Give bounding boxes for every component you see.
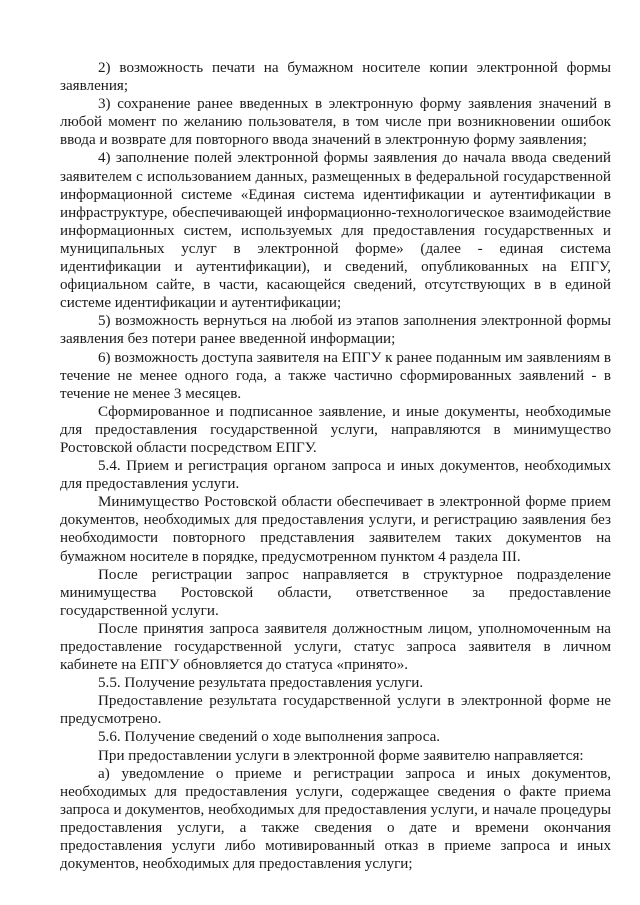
paragraph-result: Предоставление результата государственной услуги в электронной форме не предусмотрено. [60,693,611,728]
paragraph-reception: Минимущество Ростовской области обеспечивает в электронной форме прием документов, необходимых для предоставления услуги, и регистрацию заявления без необходимости повторного представления заявителем таких документов на бумажном носителе в порядке, предусмотренном пунктом 4 раздела III. [60,494,611,565]
section-heading-5-5: 5.5. Получение результата предоставления услуги. [98,675,424,692]
paragraph-item-3: 3) сохранение ранее введенных в электронную форму заявления значений в любой момент по желанию пользователя, в том числе при возникновении ошибок ввода и возврате для повторного ввода значений в электронную форму заявления; [60,96,611,149]
paragraph-item-5: 5) возможность вернуться на любой из этапов заполнения электронной формы заявления без потери ранее введенной информации; [60,313,611,348]
paragraph-notification-intro: При предоставлении услуги в электронной форме заявителю направляется: [98,747,584,764]
paragraph-status: После принятия запроса заявителя должностным лицом, уполномоченным на предоставление государственной услуги, статус запроса заявителя в личном кабинете на ЕПГУ обновляется до статуса «принято». [60,620,611,674]
paragraph-item-a: а) уведомление о приеме и регистрации запроса и иных документов, необходимых для предоставления услуги, содержащее сведения о факте приема запроса и документов, необходимых для предоставления услуги, и начале процедуры предоставления услуги, а также сведения о дате и времени окончания предоставления услуги либо мотивированный отказ в приеме запроса и иных документов, необходимых для предоставления услуги; [60,765,611,873]
section-heading-5-6: 5.6. Получение сведений о ходе выполнения запроса. [98,729,441,746]
paragraph-item-4: 4) заполнение полей электронной формы заявления до начала ввода сведений заявителем с использованием данных, размещенных в федеральной государственной информационной системе «Единая система идентификации и аутентификации в инфраструктуре, обеспечивающей информационно-технологическое взаимодействие информационных систем, используемых для предоставления государственных и муниципальных услуг в электронной форме» (далее - единая система идентификации и аутентификации), и сведений, опубликованных на ЕПГУ, официальном сайте, в части, касающейся сведений, отсутствующих в в единой системе идентификации и аутентификации; [60,150,611,312]
paragraph-registration: После регистрации запрос направляется в структурное подразделение минимущества Ростовской области, ответственное за предоставление государственной услуги. [60,566,611,619]
paragraph-item-6: 6) возможность доступа заявителя на ЕПГУ к ранее поданным им заявлениям в течение не менее одного года, а также частично сформированных заявлений - в течение не менее 3 месяцев. [60,349,611,402]
section-heading-5-4: 5.4. Прием и регистрация органом запроса и иных документов, необходимых для предоставления услуги. [60,458,611,493]
paragraph-item-2: 2) возможность печати на бумажном носителе копии электронной формы заявления; [60,60,611,95]
document-page [60,59,611,873]
paragraph-submission: Сформированное и подписанное заявление, и иные документы, необходимые для предоставления государственной услуги, направляются в минимущество Ростовской области посредством ЕПГУ. [60,403,611,456]
